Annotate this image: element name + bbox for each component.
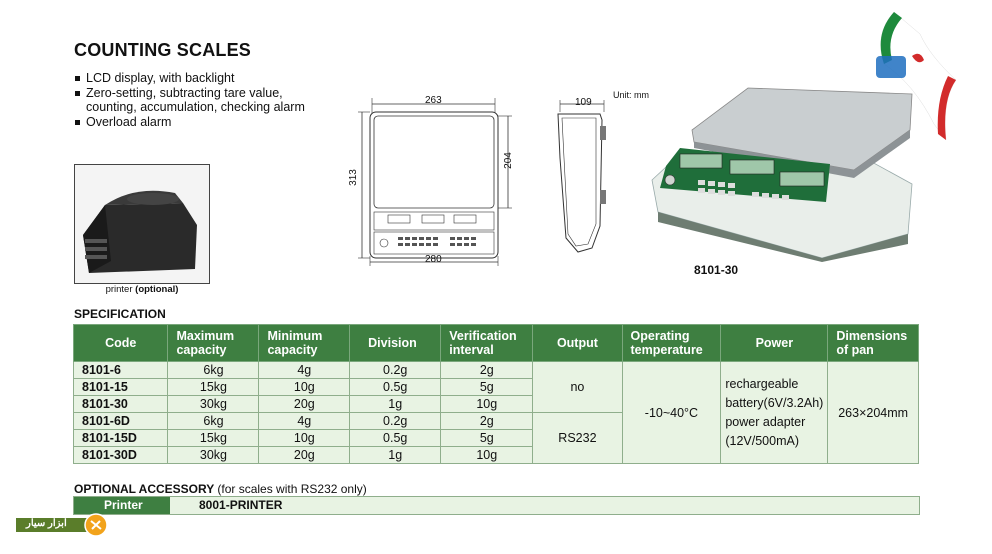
cell-code: 8101-15D <box>74 430 168 447</box>
cell-div: 1g <box>350 447 441 464</box>
feature-item: Overload alarm <box>74 115 305 130</box>
feature-list <box>74 71 305 129</box>
feature-item: LCD display, with backlight <box>74 71 305 86</box>
cell-ver: 5g <box>441 379 533 396</box>
accessory-label: Printer <box>74 497 170 514</box>
cell-code: 8101-6 <box>74 362 168 379</box>
power-line: rechargeable <box>725 376 799 391</box>
table-header-row <box>74 325 919 362</box>
cell-div: 0.2g <box>350 413 441 430</box>
printer-image <box>74 164 210 284</box>
printer-caption-text: printer <box>105 284 133 295</box>
model-label: 8101-30 <box>694 263 739 277</box>
cell-code: 8101-30 <box>74 396 168 413</box>
cell-max: 6kg <box>168 413 259 430</box>
accessory-row <box>73 496 920 515</box>
feature-item: Zero-setting, subtracting tare value, <box>74 86 305 101</box>
header-output: Output <box>533 325 622 362</box>
cell-temperature: -10~40°C <box>622 362 721 464</box>
cell-div: 0.5g <box>350 379 441 396</box>
specification-table <box>73 324 919 464</box>
cell-min: 4g <box>259 362 350 379</box>
accessory-title <box>74 482 367 496</box>
accessory-title-text: OPTIONAL ACCESSORY <box>74 482 215 496</box>
cell-max: 15kg <box>168 430 259 447</box>
accessory-note: (for scales with RS232 only) <box>217 482 367 496</box>
cell-div: 1g <box>350 396 441 413</box>
dimension-height-left: 313 <box>347 169 359 186</box>
cell-ver: 5g <box>441 430 533 447</box>
side-view-drawing <box>548 98 618 263</box>
header-pan: Dimensions of pan <box>828 325 919 362</box>
cell-max: 30kg <box>168 447 259 464</box>
cell-ver: 10g <box>441 447 533 464</box>
header-code: Code <box>74 325 168 362</box>
site-logo <box>12 512 108 538</box>
page-title: COUNTING SCALES <box>74 40 252 60</box>
cell-ver: 10g <box>441 396 533 413</box>
dimension-height-right: 204 <box>502 152 514 169</box>
dimension-width-bottom: 280 <box>425 254 442 265</box>
dimension-side-depth: 109 <box>575 97 592 108</box>
cell-ver: 2g <box>441 362 533 379</box>
cell-min: 10g <box>259 430 350 447</box>
cell-max: 15kg <box>168 379 259 396</box>
unit-note: Unit: mm <box>613 90 649 100</box>
header-power: Power <box>721 325 828 362</box>
header-min-capacity: Minimum capacity <box>259 325 350 362</box>
cell-min: 10g <box>259 379 350 396</box>
cell-div: 0.5g <box>350 430 441 447</box>
header-verification: Verification interval <box>441 325 533 362</box>
flag-logo <box>864 4 970 144</box>
header-division: Division <box>350 325 441 362</box>
cell-ver: 2g <box>441 413 533 430</box>
cell-div: 0.2g <box>350 362 441 379</box>
cell-min: 20g <box>259 396 350 413</box>
accessory-value: 8001-PRINTER <box>199 498 283 512</box>
cell-min: 4g <box>259 413 350 430</box>
logo-text: ابزار سیار <box>26 518 67 529</box>
feature-item-continued: counting, accumulation, checking alarm <box>86 100 305 114</box>
cell-code: 8101-6D <box>74 413 168 430</box>
table-row <box>74 362 919 379</box>
cell-max: 30kg <box>168 396 259 413</box>
cell-power <box>721 362 828 464</box>
top-view-drawing <box>347 90 525 270</box>
header-temperature: Operating temperature <box>622 325 721 362</box>
cell-code: 8101-15 <box>74 379 168 396</box>
specification-title: SPECIFICATION <box>74 307 166 321</box>
printer-caption-optional: (optional) <box>135 284 179 295</box>
cell-pan: 263×204mm <box>828 362 919 464</box>
cell-max: 6kg <box>168 362 259 379</box>
printer-caption <box>74 284 210 295</box>
cell-min: 20g <box>259 447 350 464</box>
power-line: (12V/500mA) <box>725 433 799 448</box>
dimension-width-top: 263 <box>425 95 442 106</box>
header-max-capacity: Maximum capacity <box>168 325 259 362</box>
cell-output-rs232: RS232 <box>533 413 622 464</box>
cell-output-no: no <box>533 362 622 413</box>
power-line: power adapter <box>725 414 806 429</box>
power-line: battery(6V/3.2Ah) <box>725 395 824 410</box>
cell-code: 8101-30D <box>74 447 168 464</box>
